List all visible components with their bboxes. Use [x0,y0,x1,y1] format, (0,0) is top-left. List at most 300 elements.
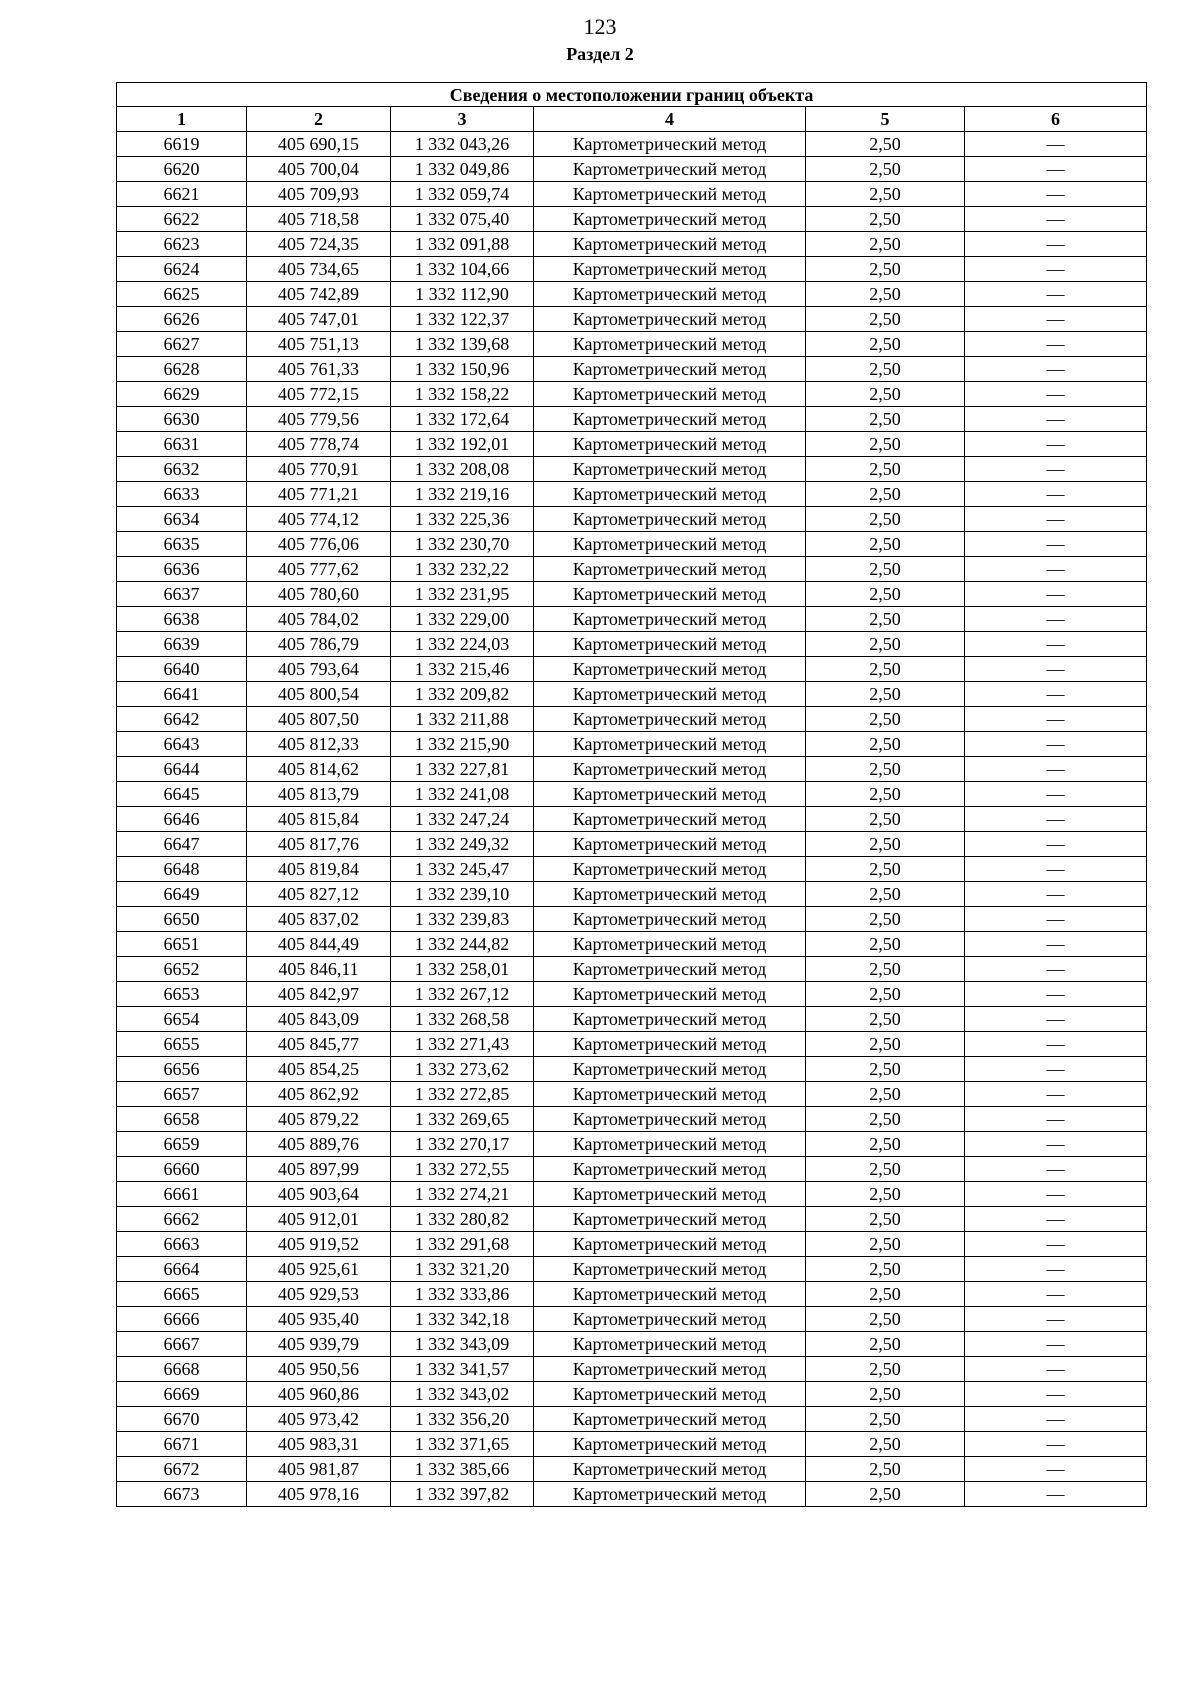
y-coordinate-cell: 1 332 385,66 [391,1457,534,1482]
x-coordinate-cell: 405 747,01 [247,307,391,332]
point-number-cell: 6671 [117,1432,247,1457]
table-row [117,632,1147,657]
point-number-cell: 6662 [117,1207,247,1232]
table-row [117,782,1147,807]
point-number-cell: 6648 [117,857,247,882]
table-row [117,982,1147,1007]
method-cell: Картометрический метод [534,782,806,807]
column-header: 5 [806,107,965,132]
method-cell: Картометрический метод [534,457,806,482]
point-number-cell: 6621 [117,182,247,207]
note-cell: — [965,1282,1147,1307]
x-coordinate-cell: 405 807,50 [247,707,391,732]
accuracy-cell: 2,50 [806,1232,965,1257]
method-cell: Картометрический метод [534,1182,806,1207]
y-coordinate-cell: 1 332 342,18 [391,1307,534,1332]
method-cell: Картометрический метод [534,282,806,307]
method-cell: Картометрический метод [534,707,806,732]
table-row [117,732,1147,757]
x-coordinate-cell: 405 978,16 [247,1482,391,1507]
x-coordinate-cell: 405 700,04 [247,157,391,182]
point-number-cell: 6666 [117,1307,247,1332]
accuracy-cell: 2,50 [806,1207,965,1232]
x-coordinate-cell: 405 786,79 [247,632,391,657]
table-row [117,1007,1147,1032]
point-number-cell: 6625 [117,282,247,307]
x-coordinate-cell: 405 761,33 [247,357,391,382]
table-row [117,582,1147,607]
note-cell: — [965,932,1147,957]
x-coordinate-cell: 405 771,21 [247,482,391,507]
method-cell: Картометрический метод [534,1007,806,1032]
accuracy-cell: 2,50 [806,732,965,757]
x-coordinate-cell: 405 912,01 [247,1207,391,1232]
y-coordinate-cell: 1 332 231,95 [391,582,534,607]
point-number-cell: 6650 [117,907,247,932]
y-coordinate-cell: 1 332 269,65 [391,1107,534,1132]
x-coordinate-cell: 405 780,60 [247,582,391,607]
x-coordinate-cell: 405 837,02 [247,907,391,932]
x-coordinate-cell: 405 724,35 [247,232,391,257]
note-cell: — [965,1382,1147,1407]
table-row [117,607,1147,632]
note-cell: — [965,232,1147,257]
method-cell: Картометрический метод [534,1257,806,1282]
point-number-cell: 6645 [117,782,247,807]
method-cell: Картометрический метод [534,807,806,832]
accuracy-cell: 2,50 [806,1307,965,1332]
point-number-cell: 6658 [117,1107,247,1132]
method-cell: Картометрический метод [534,1307,806,1332]
method-cell: Картометрический метод [534,1157,806,1182]
note-cell: — [965,682,1147,707]
note-cell: — [965,1332,1147,1357]
accuracy-cell: 2,50 [806,1132,965,1157]
x-coordinate-cell: 405 817,76 [247,832,391,857]
table-row [117,1132,1147,1157]
point-number-cell: 6655 [117,1032,247,1057]
table-body [117,132,1147,1507]
y-coordinate-cell: 1 332 049,86 [391,157,534,182]
method-cell: Картометрический метод [534,657,806,682]
x-coordinate-cell: 405 981,87 [247,1457,391,1482]
y-coordinate-cell: 1 332 333,86 [391,1282,534,1307]
note-cell: — [965,1257,1147,1282]
x-coordinate-cell: 405 960,86 [247,1382,391,1407]
x-coordinate-cell: 405 800,54 [247,682,391,707]
accuracy-cell: 2,50 [806,1382,965,1407]
table-row [117,407,1147,432]
accuracy-cell: 2,50 [806,1107,965,1132]
y-coordinate-cell: 1 332 280,82 [391,1207,534,1232]
method-cell: Картометрический метод [534,257,806,282]
point-number-cell: 6670 [117,1407,247,1432]
x-coordinate-cell: 405 813,79 [247,782,391,807]
accuracy-cell: 2,50 [806,1282,965,1307]
x-coordinate-cell: 405 862,92 [247,1082,391,1107]
table-row [117,857,1147,882]
y-coordinate-cell: 1 332 397,82 [391,1482,534,1507]
note-cell: — [965,407,1147,432]
x-coordinate-cell: 405 751,13 [247,332,391,357]
point-number-cell: 6630 [117,407,247,432]
accuracy-cell: 2,50 [806,582,965,607]
x-coordinate-cell: 405 779,56 [247,407,391,432]
y-coordinate-cell: 1 332 219,16 [391,482,534,507]
accuracy-cell: 2,50 [806,157,965,182]
note-cell: — [965,582,1147,607]
accuracy-cell: 2,50 [806,1482,965,1507]
table-caption: Сведения о местоположении границ объекта [117,83,1147,107]
note-cell: — [965,457,1147,482]
point-number-cell: 6656 [117,1057,247,1082]
note-cell: — [965,1182,1147,1207]
y-coordinate-cell: 1 332 229,00 [391,607,534,632]
point-number-cell: 6624 [117,257,247,282]
x-coordinate-cell: 405 935,40 [247,1307,391,1332]
table-row [117,1482,1147,1507]
point-number-cell: 6653 [117,982,247,1007]
accuracy-cell: 2,50 [806,207,965,232]
note-cell: — [965,507,1147,532]
note-cell: — [965,157,1147,182]
accuracy-cell: 2,50 [806,1182,965,1207]
accuracy-cell: 2,50 [806,1457,965,1482]
method-cell: Картометрический метод [534,582,806,607]
method-cell: Картометрический метод [534,232,806,257]
point-number-cell: 6660 [117,1157,247,1182]
x-coordinate-cell: 405 919,52 [247,1232,391,1257]
x-coordinate-cell: 405 950,56 [247,1357,391,1382]
note-cell: — [965,1107,1147,1132]
y-coordinate-cell: 1 332 371,65 [391,1432,534,1457]
y-coordinate-cell: 1 332 343,09 [391,1332,534,1357]
x-coordinate-cell: 405 776,06 [247,532,391,557]
accuracy-cell: 2,50 [806,332,965,357]
y-coordinate-cell: 1 332 225,36 [391,507,534,532]
table-row [117,257,1147,282]
table-row [117,232,1147,257]
note-cell: — [965,657,1147,682]
point-number-cell: 6668 [117,1357,247,1382]
accuracy-cell: 2,50 [806,432,965,457]
note-cell: — [965,632,1147,657]
table-row [117,507,1147,532]
method-cell: Картометрический метод [534,632,806,657]
table-row [117,332,1147,357]
note-cell: — [965,957,1147,982]
accuracy-cell: 2,50 [806,482,965,507]
y-coordinate-cell: 1 332 230,70 [391,532,534,557]
boundary-coordinates-table [116,82,1147,1507]
y-coordinate-cell: 1 332 341,57 [391,1357,534,1382]
accuracy-cell: 2,50 [806,382,965,407]
note-cell: — [965,732,1147,757]
x-coordinate-cell: 405 772,15 [247,382,391,407]
y-coordinate-cell: 1 332 075,40 [391,207,534,232]
y-coordinate-cell: 1 332 247,24 [391,807,534,832]
method-cell: Картометрический метод [534,1107,806,1132]
y-coordinate-cell: 1 332 249,32 [391,832,534,857]
point-number-cell: 6629 [117,382,247,407]
note-cell: — [965,1032,1147,1057]
note-cell: — [965,1307,1147,1332]
method-cell: Картометрический метод [534,682,806,707]
note-cell: — [965,707,1147,732]
table-row [117,657,1147,682]
accuracy-cell: 2,50 [806,907,965,932]
table-row [117,1407,1147,1432]
x-coordinate-cell: 405 690,15 [247,132,391,157]
y-coordinate-cell: 1 332 224,03 [391,632,534,657]
point-number-cell: 6659 [117,1132,247,1157]
table-row [117,1457,1147,1482]
note-cell: — [965,132,1147,157]
x-coordinate-cell: 405 784,02 [247,607,391,632]
x-coordinate-cell: 405 819,84 [247,857,391,882]
note-cell: — [965,1057,1147,1082]
x-coordinate-cell: 405 774,12 [247,507,391,532]
method-cell: Картометрический метод [534,732,806,757]
accuracy-cell: 2,50 [806,182,965,207]
y-coordinate-cell: 1 332 241,08 [391,782,534,807]
method-cell: Картометрический метод [534,182,806,207]
note-cell: — [965,257,1147,282]
method-cell: Картометрический метод [534,1482,806,1507]
note-cell: — [965,882,1147,907]
table-row [117,282,1147,307]
x-coordinate-cell: 405 846,11 [247,957,391,982]
y-coordinate-cell: 1 332 232,22 [391,557,534,582]
note-cell: — [965,1007,1147,1032]
accuracy-cell: 2,50 [806,1432,965,1457]
accuracy-cell: 2,50 [806,1332,965,1357]
method-cell: Картометрический метод [534,132,806,157]
y-coordinate-cell: 1 332 258,01 [391,957,534,982]
accuracy-cell: 2,50 [806,532,965,557]
accuracy-cell: 2,50 [806,132,965,157]
table-row [117,1232,1147,1257]
method-cell: Картометрический метод [534,407,806,432]
x-coordinate-cell: 405 827,12 [247,882,391,907]
x-coordinate-cell: 405 845,77 [247,1032,391,1057]
y-coordinate-cell: 1 332 273,62 [391,1057,534,1082]
point-number-cell: 6642 [117,707,247,732]
note-cell: — [965,1357,1147,1382]
y-coordinate-cell: 1 332 356,20 [391,1407,534,1432]
table-row [117,882,1147,907]
x-coordinate-cell: 405 718,58 [247,207,391,232]
method-cell: Картометрический метод [534,382,806,407]
note-cell: — [965,532,1147,557]
note-cell: — [965,607,1147,632]
method-cell: Картометрический метод [534,1332,806,1357]
point-number-cell: 6646 [117,807,247,832]
method-cell: Картометрический метод [534,532,806,557]
table-row [117,907,1147,932]
y-coordinate-cell: 1 332 208,08 [391,457,534,482]
accuracy-cell: 2,50 [806,832,965,857]
accuracy-cell: 2,50 [806,857,965,882]
point-number-cell: 6657 [117,1082,247,1107]
accuracy-cell: 2,50 [806,282,965,307]
x-coordinate-cell: 405 842,97 [247,982,391,1007]
accuracy-cell: 2,50 [806,807,965,832]
table-row [117,1057,1147,1082]
page-number: 123 [583,14,617,39]
point-number-cell: 6643 [117,732,247,757]
table-row [117,1307,1147,1332]
point-number-cell: 6626 [117,307,247,332]
point-number-cell: 6665 [117,1282,247,1307]
point-number-cell: 6641 [117,682,247,707]
method-cell: Картометрический метод [534,207,806,232]
accuracy-cell: 2,50 [806,1157,965,1182]
point-number-cell: 6647 [117,832,247,857]
y-coordinate-cell: 1 332 215,90 [391,732,534,757]
point-number-cell: 6651 [117,932,247,957]
method-cell: Картометрический метод [534,1132,806,1157]
table-row [117,1257,1147,1282]
y-coordinate-cell: 1 332 270,17 [391,1132,534,1157]
table-row [117,1082,1147,1107]
note-cell: — [965,332,1147,357]
accuracy-cell: 2,50 [806,1407,965,1432]
method-cell: Картометрический метод [534,932,806,957]
accuracy-cell: 2,50 [806,1007,965,1032]
table-row [117,807,1147,832]
table-row [117,1107,1147,1132]
table-row [117,157,1147,182]
y-coordinate-cell: 1 332 172,64 [391,407,534,432]
y-coordinate-cell: 1 332 244,82 [391,932,534,957]
note-cell: — [965,207,1147,232]
y-coordinate-cell: 1 332 158,22 [391,382,534,407]
accuracy-cell: 2,50 [806,232,965,257]
x-coordinate-cell: 405 925,61 [247,1257,391,1282]
y-coordinate-cell: 1 332 239,83 [391,907,534,932]
point-number-cell: 6620 [117,157,247,182]
y-coordinate-cell: 1 332 112,90 [391,282,534,307]
accuracy-cell: 2,50 [806,357,965,382]
x-coordinate-cell: 405 939,79 [247,1332,391,1357]
table-row [117,1182,1147,1207]
note-cell: — [965,282,1147,307]
x-coordinate-cell: 405 814,62 [247,757,391,782]
y-coordinate-cell: 1 332 215,46 [391,657,534,682]
accuracy-cell: 2,50 [806,457,965,482]
accuracy-cell: 2,50 [806,957,965,982]
accuracy-cell: 2,50 [806,1032,965,1057]
y-coordinate-cell: 1 332 043,26 [391,132,534,157]
y-coordinate-cell: 1 332 272,85 [391,1082,534,1107]
accuracy-cell: 2,50 [806,607,965,632]
y-coordinate-cell: 1 332 211,88 [391,707,534,732]
accuracy-cell: 2,50 [806,1082,965,1107]
note-cell: — [965,1132,1147,1157]
point-number-cell: 6673 [117,1482,247,1507]
table-caption-row [117,83,1147,107]
note-cell: — [965,557,1147,582]
table-row [117,832,1147,857]
accuracy-cell: 2,50 [806,657,965,682]
x-coordinate-cell: 405 734,65 [247,257,391,282]
column-header: 2 [247,107,391,132]
method-cell: Картометрический метод [534,332,806,357]
note-cell: — [965,1457,1147,1482]
y-coordinate-cell: 1 332 192,01 [391,432,534,457]
accuracy-cell: 2,50 [806,1357,965,1382]
x-coordinate-cell: 405 815,84 [247,807,391,832]
note-cell: — [965,907,1147,932]
table-row [117,1332,1147,1357]
y-coordinate-cell: 1 332 091,88 [391,232,534,257]
x-coordinate-cell: 405 897,99 [247,1157,391,1182]
table-row [117,682,1147,707]
note-cell: — [965,357,1147,382]
y-coordinate-cell: 1 332 245,47 [391,857,534,882]
point-number-cell: 6623 [117,232,247,257]
note-cell: — [965,1157,1147,1182]
table-row [117,432,1147,457]
method-cell: Картометрический метод [534,1207,806,1232]
y-coordinate-cell: 1 332 272,55 [391,1157,534,1182]
y-coordinate-cell: 1 332 321,20 [391,1257,534,1282]
point-number-cell: 6664 [117,1257,247,1282]
y-coordinate-cell: 1 332 343,02 [391,1382,534,1407]
method-cell: Картометрический метод [534,957,806,982]
method-cell: Картометрический метод [534,557,806,582]
point-number-cell: 6627 [117,332,247,357]
note-cell: — [965,857,1147,882]
table-row [117,182,1147,207]
y-coordinate-cell: 1 332 150,96 [391,357,534,382]
column-header-row [117,107,1147,132]
method-cell: Картометрический метод [534,1382,806,1407]
point-number-cell: 6634 [117,507,247,532]
note-cell: — [965,307,1147,332]
x-coordinate-cell: 405 742,89 [247,282,391,307]
method-cell: Картометрический метод [534,857,806,882]
accuracy-cell: 2,50 [806,757,965,782]
method-cell: Картометрический метод [534,832,806,857]
y-coordinate-cell: 1 332 227,81 [391,757,534,782]
y-coordinate-cell: 1 332 291,68 [391,1232,534,1257]
y-coordinate-cell: 1 332 268,58 [391,1007,534,1032]
table-row [117,757,1147,782]
x-coordinate-cell: 405 709,93 [247,182,391,207]
method-cell: Картометрический метод [534,157,806,182]
note-cell: — [965,782,1147,807]
table-row [117,1282,1147,1307]
method-cell: Картометрический метод [534,1432,806,1457]
x-coordinate-cell: 405 777,62 [247,557,391,582]
table-row [117,307,1147,332]
x-coordinate-cell: 405 844,49 [247,932,391,957]
point-number-cell: 6637 [117,582,247,607]
point-number-cell: 6632 [117,457,247,482]
point-number-cell: 6667 [117,1332,247,1357]
y-coordinate-cell: 1 332 271,43 [391,1032,534,1057]
table-row [117,1432,1147,1457]
method-cell: Картометрический метод [534,1357,806,1382]
point-number-cell: 6619 [117,132,247,157]
table-row [117,1382,1147,1407]
point-number-cell: 6633 [117,482,247,507]
table-row [117,382,1147,407]
method-cell: Картометрический метод [534,507,806,532]
method-cell: Картометрический метод [534,1082,806,1107]
